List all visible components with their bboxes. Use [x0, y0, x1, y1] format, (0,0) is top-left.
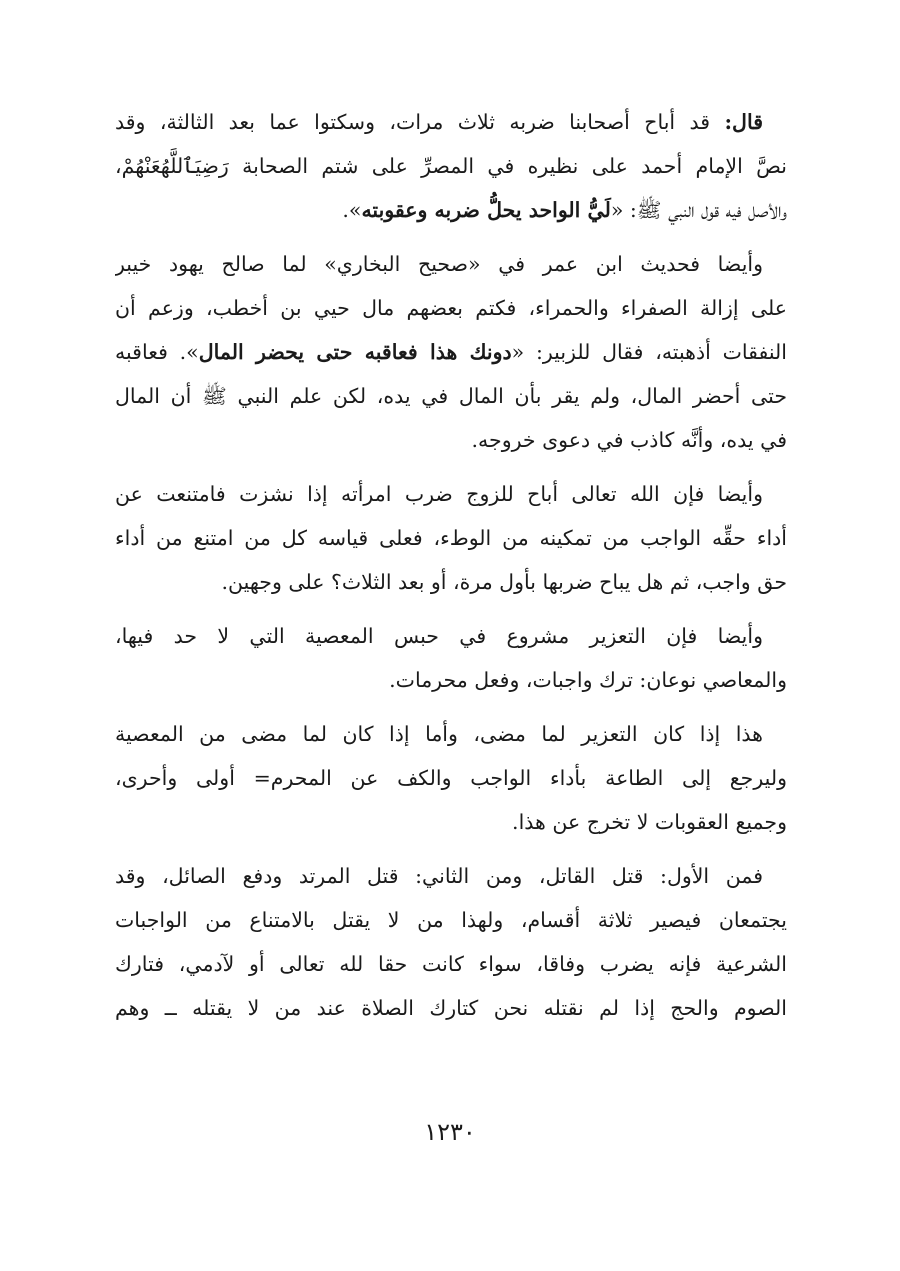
text-line: أداء حقِّه الواجب من تمكينه من الوطء، فعلى قياسه كل من امتنع من أداء — [115, 526, 787, 550]
line-text: قد أباح أصحابنا ضربه ثلاث مرات، وسكتوا عما بعد الثالثة، وقد — [115, 110, 725, 134]
hadith-quote: دونك هذا فعاقبه حتى يحضر المال — [198, 340, 512, 364]
bold-lead: قال: — [724, 110, 763, 134]
paragraph-6 — [115, 854, 787, 1030]
paragraph-5 — [115, 712, 787, 844]
text-line: نصَّ الإمام أحمد على نظيره في المصرِّ على شتم الصحابة رَضِيَٱللَّهُعَنْهُمْ، — [115, 154, 787, 178]
text-line: وأيضا فإن الله تعالى أباح للزوج ضرب امرأته إذا نشزت فامتنعت عن — [115, 482, 763, 506]
document-body — [115, 100, 787, 1040]
text-line — [115, 330, 787, 374]
text-line: حق واجب، ثم هل يباح ضربها بأول مرة، أو بعد الثلاث؟ على وجهين. — [221, 570, 787, 594]
text-line: وجميع العقوبات لا تخرج عن هذا. — [512, 810, 787, 834]
line-text: ». — [342, 198, 362, 222]
text-line: الصوم والحج إذا لم نقتله نحن كتارك الصلاة عند من لا يقتله ــ وهم — [115, 996, 787, 1020]
text-line: وأيضا فحديث ابن عمر في «صحيح البخاري» لما صالح يهود خيبر — [115, 252, 763, 276]
text-line: في يده، وأنَّه كاذب في دعوى خروجه. — [471, 428, 787, 452]
page-number: ١٢٣٠ — [424, 1118, 476, 1146]
text-line: على إزالة الصفراء والحمراء، فكتم بعضهم مال حيي بن أخطب، وزعم أن — [115, 296, 787, 320]
hadith-quote: لَيُّ الواحد يحلُّ ضربه وعقوبته — [361, 198, 611, 222]
text-line: حتى أحضر المال، ولم يقر بأن المال في يده، لكن علم النبي ﷺ أن المال — [115, 384, 787, 408]
text-line — [115, 188, 787, 232]
paragraph-3 — [115, 472, 787, 604]
text-line: فمن الأول: قتل القاتل، ومن الثاني: قتل المرتد ودفع الصائل، وقد — [115, 864, 763, 888]
paragraph-2 — [115, 242, 787, 462]
text-line: الشرعية فإنه يضرب وفاقا، سواء كانت حقا لله تعالى أو لآدمي، فتارك — [115, 952, 787, 976]
text-line: وليرجع إلى الطاعة بأداء الواجب والكف عن المحرم= أولى وأحرى، — [115, 766, 787, 790]
paragraph-1 — [115, 100, 787, 232]
text-line: هذا إذا كان التعزير لما مضى، وأما إذا كان لما مضى من المعصية — [115, 722, 763, 746]
line-text: ». فعاقبه — [115, 340, 199, 364]
line-text: والأصل فيه قول النبي ﷺ: « — [610, 198, 787, 222]
text-line: يجتمعان فيصير ثلاثة أقسام، ولهذا من لا يقتل بالامتناع من الواجبات — [115, 908, 787, 932]
text-line — [115, 100, 787, 144]
paragraph-4 — [115, 614, 787, 702]
text-line: وأيضا فإن التعزير مشروع في حبس المعصية التي لا حد فيها، — [115, 624, 763, 648]
line-text: النفقات أذهبته، فقال للزبير: « — [511, 340, 787, 364]
text-line: والمعاصي نوعان: ترك واجبات، وفعل محرمات. — [389, 668, 787, 692]
